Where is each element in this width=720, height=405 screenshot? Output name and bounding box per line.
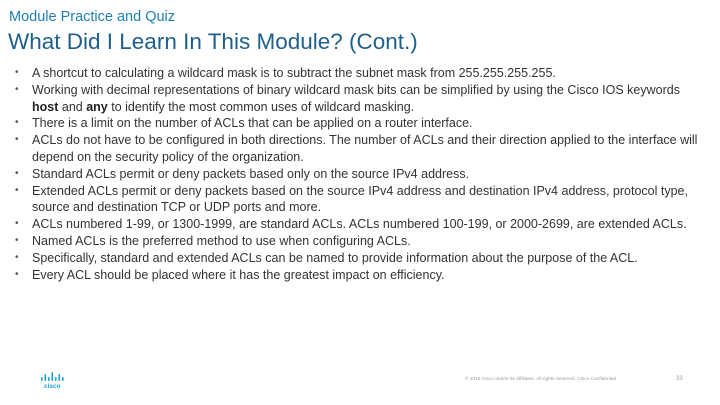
bullet-text: to identify the most common uses of wildcard masking.	[107, 99, 415, 114]
bullet-item	[14, 166, 704, 183]
bullet-dot-icon: •	[15, 117, 19, 129]
bullet-text: A shortcut to calculating a wildcard mask is to subtract the subnet mask from 255.255.255.255.	[32, 66, 556, 80]
bullet-text: and	[58, 99, 87, 114]
bullet-list	[14, 65, 704, 283]
bullet-item	[14, 250, 704, 267]
footer-copyright: © 2016 Cisco and/or its affiliates. All rights reserved. Cisco Confidential	[465, 377, 616, 382]
bullet-text: There is a limit on the number of ACLs that can be applied on a router interface.	[32, 116, 473, 131]
bullet-keyword: host	[32, 99, 59, 114]
bullet-text: Standard ACLs permit or deny packets based only on the source IPv4 address.	[32, 166, 470, 181]
bullet-dot-icon: •	[15, 251, 19, 263]
bullet-item	[14, 267, 704, 284]
bullet-dot-icon: •	[15, 268, 19, 280]
cisco-logo-icon	[40, 372, 68, 389]
bullet-item	[14, 132, 704, 166]
bullet-text: Every ACL should be placed where it has the greatest impact on efficiency.	[32, 267, 445, 282]
bullet-text: ACLs do not have to be configured in both directions. The number of ACLs and their direction applied to the interface will depend on the security policy of the organization.	[32, 133, 698, 164]
bullet-item	[14, 115, 704, 132]
bullet-dot-icon: •	[15, 134, 19, 146]
bullet-item	[14, 82, 704, 116]
bullet-dot-icon: •	[15, 67, 19, 78]
bullet-item	[14, 233, 704, 250]
bullet-text: Named ACLs is the preferred method to use when configuring ACLs.	[32, 233, 411, 248]
bullet-dot-icon: •	[15, 234, 19, 246]
logo-wordmark: cisco	[43, 383, 61, 389]
bullet-dot-icon: •	[15, 218, 19, 230]
bullet-item	[14, 216, 704, 233]
bullet-keyword: any	[86, 99, 108, 114]
bullet-dot-icon: •	[15, 83, 19, 95]
bullet-text: Specifically, standard and extended ACLs can be named to provide information about the purpose of the ACL.	[32, 250, 638, 265]
page-number: 33	[676, 376, 683, 382]
bullet-item	[14, 183, 704, 217]
bullet-text: Extended ACLs permit or deny packets based on the source IPv4 address and destination IPv4 address, protocol type, source and destination TCP or UDP ports and more.	[32, 183, 688, 215]
page-title: What Did I Learn In This Module? (Cont.)	[8, 29, 418, 54]
bullet-dot-icon: •	[15, 167, 19, 179]
bullet-item	[14, 65, 704, 82]
bullet-text: ACLs numbered 1-99, or 1300-1999, are standard ACLs. ACLs numbered 100-199, or 2000-2699, are extended ACLs.	[32, 217, 687, 232]
bullet-dot-icon: •	[15, 184, 19, 196]
section-kicker: Module Practice and Quiz	[9, 9, 176, 25]
bullet-text: Working with decimal representations of binary wildcard mask bits can be simplified by using the Cisco IOS keywords	[32, 82, 680, 97]
